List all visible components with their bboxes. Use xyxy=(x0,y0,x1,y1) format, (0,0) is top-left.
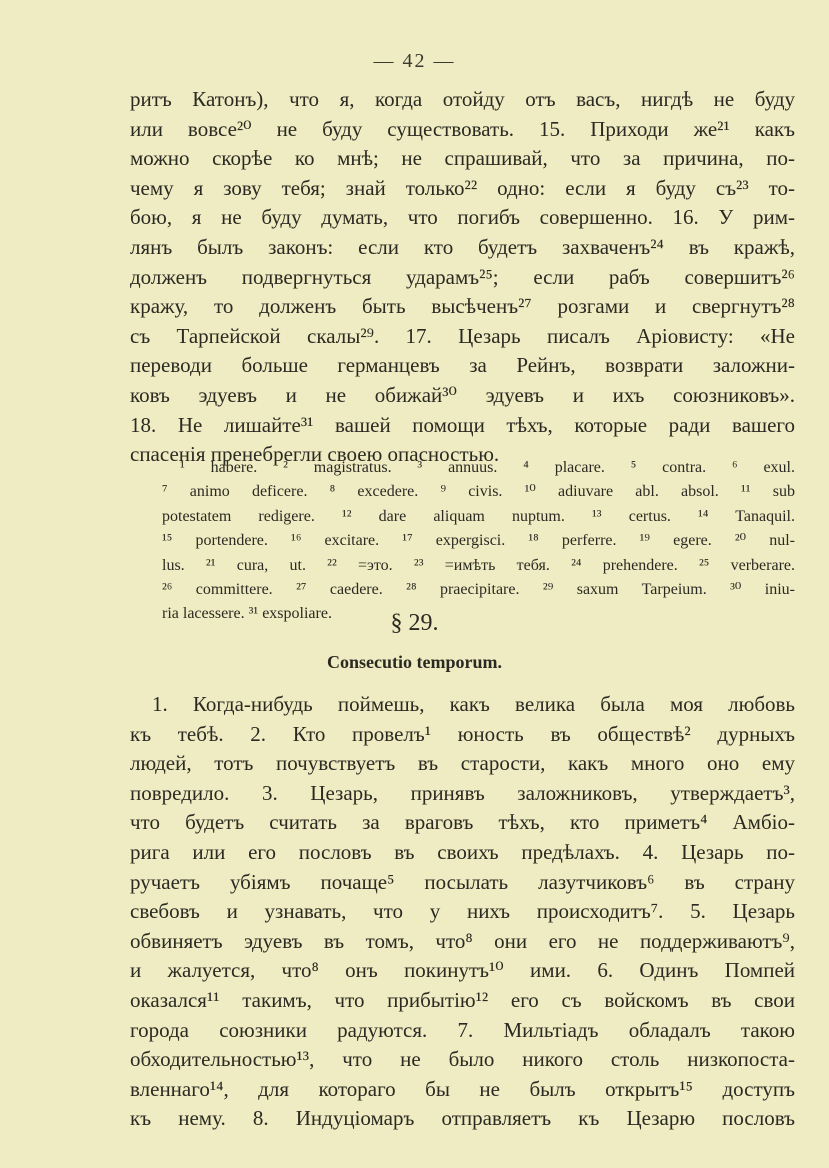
text-line: кражу, то долженъ быть высѣченъ²⁷ розгами и свергнутъ²⁸ xyxy=(130,294,795,319)
footnote-line: ria lacessere. ³¹ exspoliare. xyxy=(162,605,332,623)
footnote-line: lus. ²¹ cura, ut. ²² =это. ²³ =имѣть тебя. ²⁴ prehendere. ²⁵ verberare. xyxy=(162,556,795,574)
text-line: переводи больше германцевъ за Рейнъ, возврати заложни- xyxy=(130,353,795,378)
text-line: 18. Не лишайте³¹ вашей помощи тѣхъ, которые ради вашего xyxy=(130,412,795,437)
text-line: или вовсе²⁰ не буду существовать. 15. Приходи же²¹ какъ xyxy=(130,116,795,141)
text-line: долженъ подвергнуться ударамъ²⁵; если рабъ совершитъ²⁶ xyxy=(130,264,795,289)
text-line: 1. Когда-нибудь поймешь, какъ велика была моя любовь xyxy=(152,692,795,716)
text-line: повредило. 3. Цезарь, принявъ заложниковъ, утверждаетъ³, xyxy=(130,780,795,805)
text-line: обходительностью¹³, что не было никого столь низкопоста- xyxy=(130,1047,795,1072)
bottom-paragraph xyxy=(130,690,795,1134)
text-line: лянъ былъ законъ: если кто будетъ захваченъ²⁴ въ кражѣ, xyxy=(130,234,795,259)
text-line: чему я зову тебя; знай только²² одно: если я буду съ²³ то- xyxy=(130,175,795,200)
footnote-line: ¹ habere. ² magistratus. ³ annuus. ⁴ placare. ⁵ contra. ⁶ exul. xyxy=(180,459,795,476)
page-number: — 42 — xyxy=(373,50,456,72)
text-line: рига или его пословъ въ своихъ предѣлахъ. 4. Цезарь по- xyxy=(130,839,795,864)
top-paragraph xyxy=(130,85,795,470)
text-line: бою, я не буду думать, что погибъ совершенно. 16. У рим- xyxy=(130,205,795,230)
text-line: свебовъ и узнавать, что у нихъ происходитъ⁷. 5. Цезарь xyxy=(130,899,795,924)
footnote-line: potestatem redigere. ¹² dare aliquam nuptum. ¹³ certus. ¹⁴ Tanaquil. xyxy=(162,507,795,525)
section-title: Consecutio temporum. xyxy=(327,652,502,672)
footnote-line: ⁷ animo deficere. ⁸ excedere. ⁹ civis. ¹⁰ adiuvare abl. absol. ¹¹ sub xyxy=(162,483,795,501)
footnote-line: ¹⁵ portendere. ¹⁶ excitare. ¹⁷ expergisci. ¹⁸ perferre. ¹⁹ egere. ²⁰ nul- xyxy=(162,532,795,550)
text-line: ковъ эдуевъ и не обижай³⁰ эдуевъ и ихъ союзниковъ». xyxy=(130,382,795,407)
text-line: съ Тарпейской скалы²⁹. 17. Цезарь писалъ Аріовисту: «Не xyxy=(130,323,795,348)
footnotes xyxy=(162,456,795,627)
text-line: оказался¹¹ такимъ, что прибытію¹² его съ войскомъ въ свои xyxy=(130,987,795,1012)
text-line: и жалуется, что⁸ онъ покинутъ¹⁰ ими. 6. Одинъ Помпей xyxy=(130,958,795,983)
text-line: къ нему. 8. Индуціомаръ отправляетъ къ Цезарю пословъ xyxy=(130,1106,795,1131)
footnote-line: ²⁶ committere. ²⁷ caedere. ²⁸ praecipitare. ²⁹ saxum Tarpeium. ³⁰ iniu- xyxy=(162,580,795,598)
text-line: людей, тотъ почувствуетъ въ старости, какъ много оно ему xyxy=(130,751,795,776)
text-line: можно скорѣе ко мнѣ; не спрашивай, что за причина, по- xyxy=(130,146,795,171)
text-line: ручаетъ убіямъ почаще⁵ посылать лазутчиковъ⁶ въ страну xyxy=(130,869,795,894)
section-number: § 29. xyxy=(390,610,439,636)
text-line: вленнаго¹⁴, для котораго бы не былъ открытъ¹⁵ доступъ xyxy=(130,1076,795,1101)
text-line: города союзники радуются. 7. Мильтіадъ обладалъ такою xyxy=(130,1017,795,1042)
text-line: обвиняетъ эдуевъ въ томъ, что⁸ они его не поддерживаютъ⁹, xyxy=(130,928,795,953)
text-line: спасенія пренебрегли своею опасностью. xyxy=(130,442,500,467)
text-line: ритъ Катонъ), что я, когда отойду отъ васъ, нигдѣ не буду xyxy=(130,87,795,111)
text-line: къ тебѣ. 2. Кто провелъ¹ юность въ обществѣ² дурныхъ xyxy=(130,721,795,746)
text-line: что будетъ считать за враговъ тѣхъ, кто приметъ⁴ Амбіо- xyxy=(130,810,795,835)
